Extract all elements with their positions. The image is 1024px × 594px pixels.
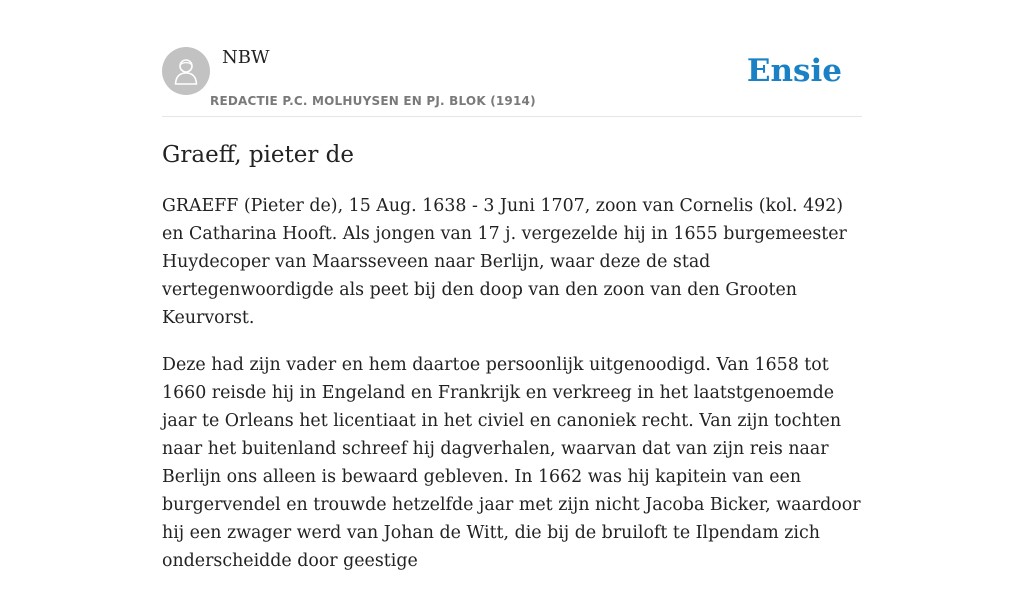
source-name[interactable]: NBW (222, 47, 270, 68)
article-paragraph: GRAEFF (Pieter de), 15 Aug. 1638 - 3 Juni 1707, zoon van Cornelis (kol. 492) en Catharina Hooft. Als jongen van 17 j. vergezelde hij in 1655 burgemeester Huydecoper van Maarsseveen naar Berlijn, waar deze de stad vertegenwoordigde als peet bij den doop van den zoon van den Grooten Keurvorst. (162, 196, 847, 328)
user-silhouette-icon (174, 57, 198, 85)
article-body (162, 192, 867, 594)
article-paragraph: Deze had zijn vader en hem daartoe persoonlijk uitgenoodigd. Van 1658 tot 1660 reisde hij in Engeland en Frankrijk en verkreeg in het laatstgenoemde jaar te Orleans het licentiaat in het civiel en canoniek recht. Van zijn tochten naar het buitenland schreef hij dagverhalen, waarvan dat van zijn reis naar Berlijn ons alleen is bewaard gebleven. In 1662 was hij kapitein van een burgervendel en trouwde hetzelfde jaar met zijn nicht Jacoba Bicker, waardoor hij een zwager werd van Johan de Witt, die bij de bruiloft te Ilpendam zich onderscheidde door geestige (162, 355, 861, 571)
source-header (162, 46, 862, 117)
source-subtitle: REDACTIE P.C. MOLHUYSEN EN PJ. BLOK (1914) (210, 94, 536, 108)
page-title: Graeff, pieter de (162, 142, 355, 168)
brand-logo[interactable]: Ensie (746, 53, 842, 89)
avatar[interactable] (162, 47, 210, 95)
